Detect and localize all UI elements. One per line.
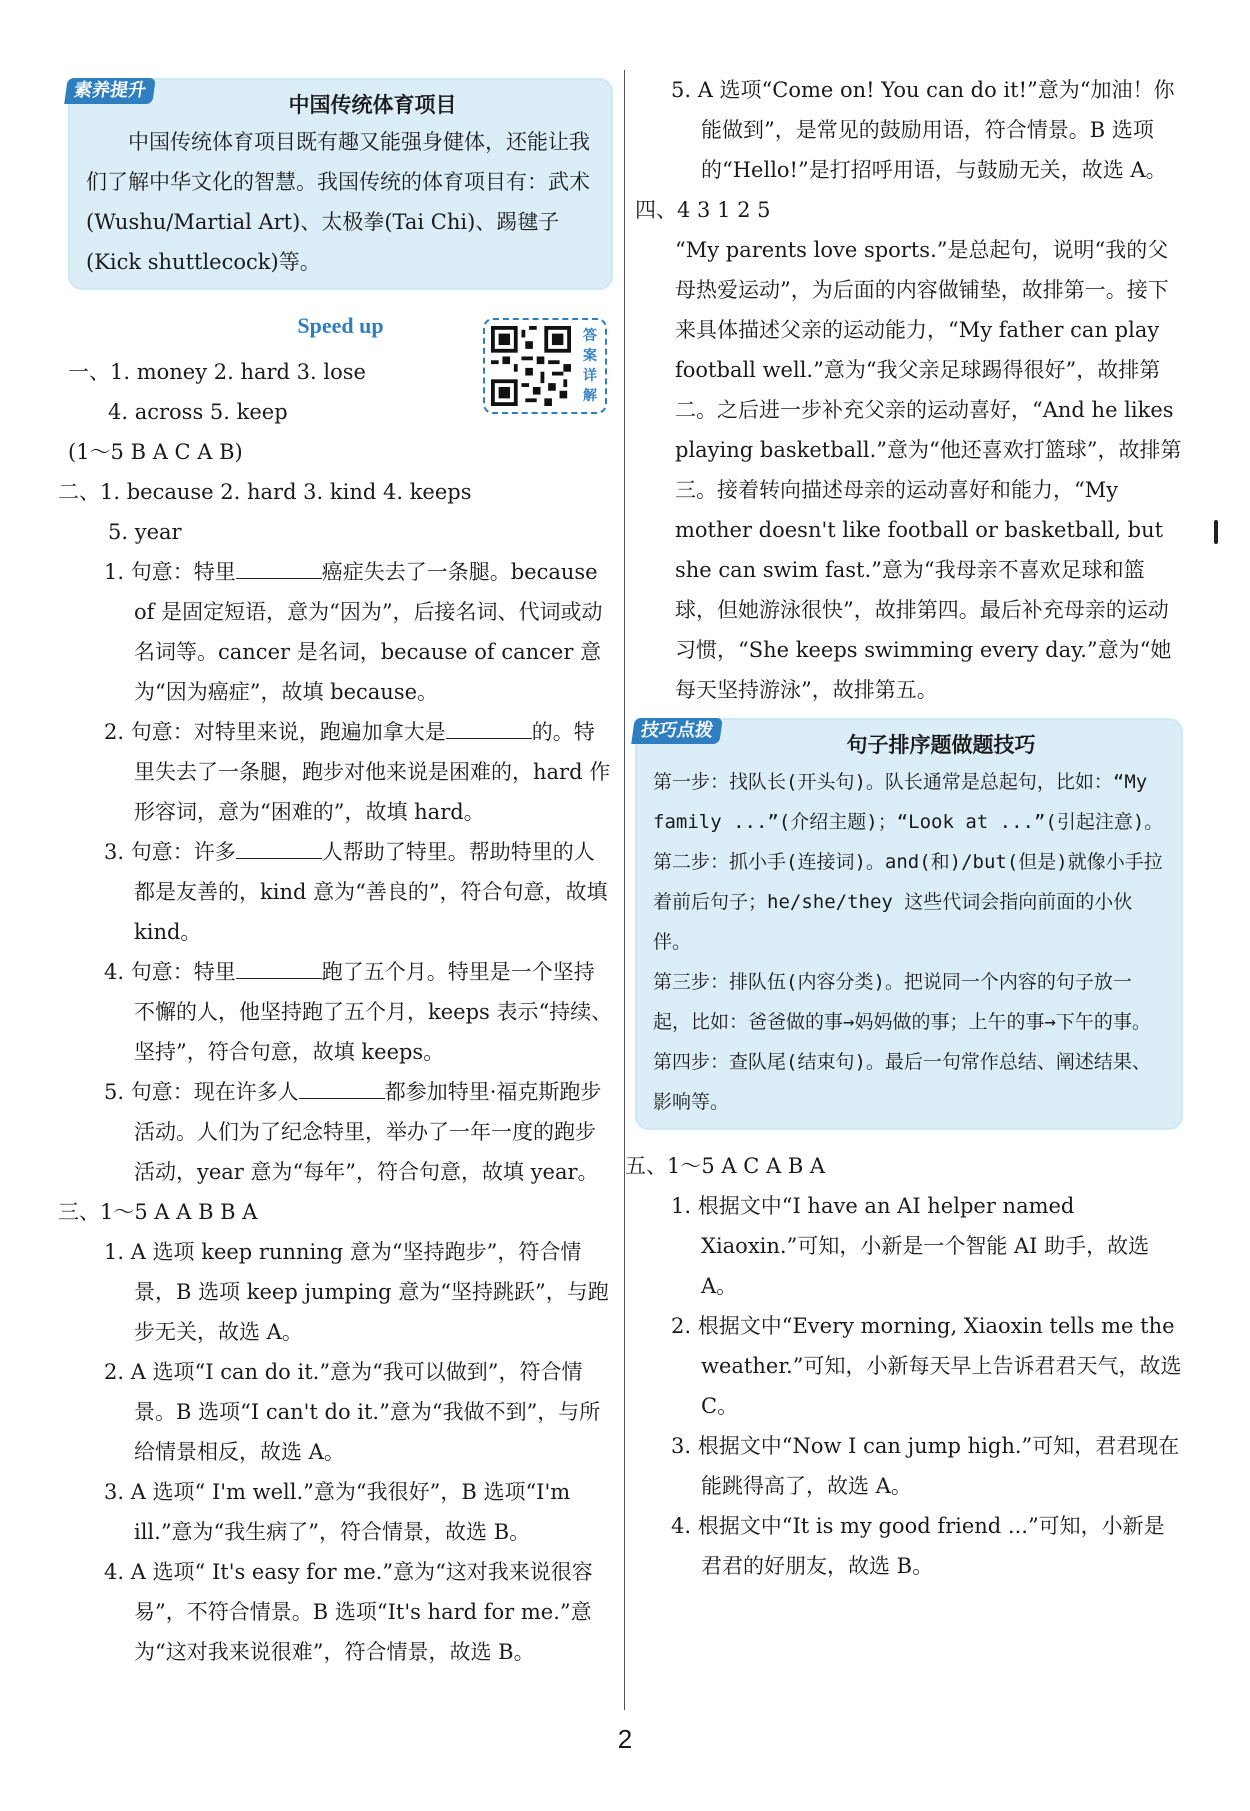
s2-item-4: 4. 句意：特里 跑了五个月。特里是一个坚持不懈的人，他坚持跑了五个月，keeps 表示“持续、坚持”，符合句意，故填 keeps。 xyxy=(104,960,613,1064)
tip-step-1: 第一步：找队长(开头句)。队长通常是总起句，比如：“My family ...”(介绍主题)；“Look at ...”(引起注意)。 xyxy=(653,771,1164,833)
s2-item-2: 2. 句意：对特里来说，跑遍加拿大是 的。特里失去了一条腿，跑步对他来说是困难的，hard 作形容词，意为“困难的”，故填 hard。 xyxy=(104,720,611,824)
tip-box-culture xyxy=(68,78,613,290)
right-column xyxy=(625,70,1183,1586)
left-column xyxy=(58,70,613,1672)
s2-line2: 5. year xyxy=(108,520,182,544)
s2-line1: 二、1. because 2. hard 3. kind 4. keeps xyxy=(58,480,472,504)
s3-item-1: 1. A 选项 keep running 意为“坚持跑步”，符合情景，B 选项 keep jumping 意为“坚持跳跃”，与跑步无关，故选 A。 xyxy=(104,1240,609,1344)
page-number: 2 xyxy=(617,1724,633,1754)
answer-blank xyxy=(236,960,322,979)
answer-blank xyxy=(236,840,322,859)
s2-item-3: 3. 句意：许多 人帮助了特里。帮助特里的人都是友善的，kind 意为“善良的”，符合句意，故填 kind。 xyxy=(104,840,608,944)
qr-code-box[interactable] xyxy=(483,318,607,414)
tip-text: 中国传统体育项目既有趣又能强身健体，还能让我们了解中华文化的智慧。我国传统的体育项目有：武术(Wushu/Martial Art)、太极拳(Tai Chi)、踢毽子(Kick shuttlecock)等。 xyxy=(86,130,590,274)
s2-item-5: 5. 句意：现在许多人 都参加特里·福克斯跑步活动。人们为了纪念特里，举办了一年一度的跑步活动，year 意为“每年”，符合句意，故填 year。 xyxy=(104,1080,602,1184)
s5-item-2: 2. 根据文中“Every morning, Xiaoxin tells me the weather.”可知，小新每天早上告诉君君天气，故选 C。 xyxy=(671,1314,1182,1418)
answer-blank xyxy=(299,1080,385,1099)
s2-item-1: 1. 句意：特里 癌症失去了一条腿。because of 是固定短语，意为“因为”，后接名词、代词或动名词等。cancer 是名词，because of cancer 意为“因为癌症”，故填 because。 xyxy=(104,560,603,704)
tip-step-2: 第二步：抓小手(连接词)。and(和)/but(但是)就像小手拉着前后句子；he/she/they 这些代词会指向前面的小伙伴。 xyxy=(653,851,1163,953)
s4-line1: 四、4 3 1 2 5 xyxy=(635,198,771,222)
tip-box-technique xyxy=(635,718,1183,1130)
tip-title: 中国传统体育项目 xyxy=(288,93,457,117)
s3-item-5: 5. A 选项“Come on! You can do it!”意为“加油！你能做到”，是常见的鼓励用语，符合情景。B 选项的“Hello!”是打招呼用语，与鼓励无关，故选 A。 xyxy=(671,78,1175,182)
section-heading: Speed up xyxy=(297,313,384,338)
tip-title: 句子排序题做题技巧 xyxy=(846,733,1036,757)
s1-line1: 一、1. money 2. hard 3. lose xyxy=(68,360,366,384)
answer-blank xyxy=(446,720,532,739)
s5-item-1: 1. 根据文中“I have an AI helper named Xiaoxin.”可知，小新是一个智能 AI 助手，故选 A。 xyxy=(671,1194,1150,1298)
edge-mark xyxy=(1214,520,1218,544)
qr-label: 答案详解 xyxy=(583,328,597,404)
tip-tag: 技巧点拨 xyxy=(631,718,723,744)
tip-tag: 素养提升 xyxy=(64,78,156,104)
s5-line1: 五、1～5 A C A B A xyxy=(625,1154,826,1178)
qr-code-icon xyxy=(491,326,571,406)
s3-item-2: 2. A 选项“I can do it.”意为“我可以做到”，符合情景。B 选项“I can't do it.”意为“我做不到”，与所给情景相反，故选 A。 xyxy=(104,1360,601,1464)
s1-line2: 4. across 5. keep xyxy=(108,400,288,424)
s5-item-3: 3. 根据文中“Now I can jump high.”可知，君君现在能跳得高了，故选 A。 xyxy=(671,1434,1180,1498)
tip-step-4: 第四步：查队尾(结束句)。最后一句常作总结、阐述结果、影响等。 xyxy=(653,1051,1151,1113)
s3-line1: 三、1～5 A A B B A xyxy=(58,1200,258,1224)
s5-item-4: 4. 根据文中“It is my good friend ...”可知，小新是君君的好朋友，故选 B。 xyxy=(671,1514,1165,1578)
s4-explanation: “My parents love sports.”是总起句，说明“我的父母热爱运动”，为后面的内容做铺垫，故排第一。接下来具体描述父亲的运动能力，“My father can play football well.”意为“我父亲足球踢得很好”，故排第二。之后进一步补充父亲的运动喜好，“And he likes playing basketball.”意为“他还喜欢打篮球”，故排第三。接着转向描述母亲的运动喜好和能力，“My mother doesn't like football or basketball, but she can swim fast.”意为“我母亲不喜欢足球和篮球，但她游泳很快”，故排第四。最后补充母亲的运动习惯，“She keeps swimming every day.”意为“她每天坚持游泳”，故排第五。 xyxy=(675,238,1182,702)
answer-blank xyxy=(236,560,322,579)
s1-line3: (1～5 B A C A B) xyxy=(68,440,243,464)
s3-item-3: 3. A 选项“ I'm well.”意为“我很好”，B 选项“I'm ill.”意为“我生病了”，符合情景，故选 B。 xyxy=(104,1480,571,1544)
s3-item-4: 4. A 选项“ It's easy for me.”意为“这对我来说很容易”，不符合情景。B 选项“It's hard for me.”意为“这对我来说很难”，符合情景，故选 B。 xyxy=(104,1560,593,1664)
column-divider xyxy=(624,70,625,1710)
tip-step-3: 第三步：排队伍(内容分类)。把说同一个内容的句子放一起，比如：爸爸做的事→妈妈做的事；上午的事→下午的事。 xyxy=(653,971,1151,1033)
